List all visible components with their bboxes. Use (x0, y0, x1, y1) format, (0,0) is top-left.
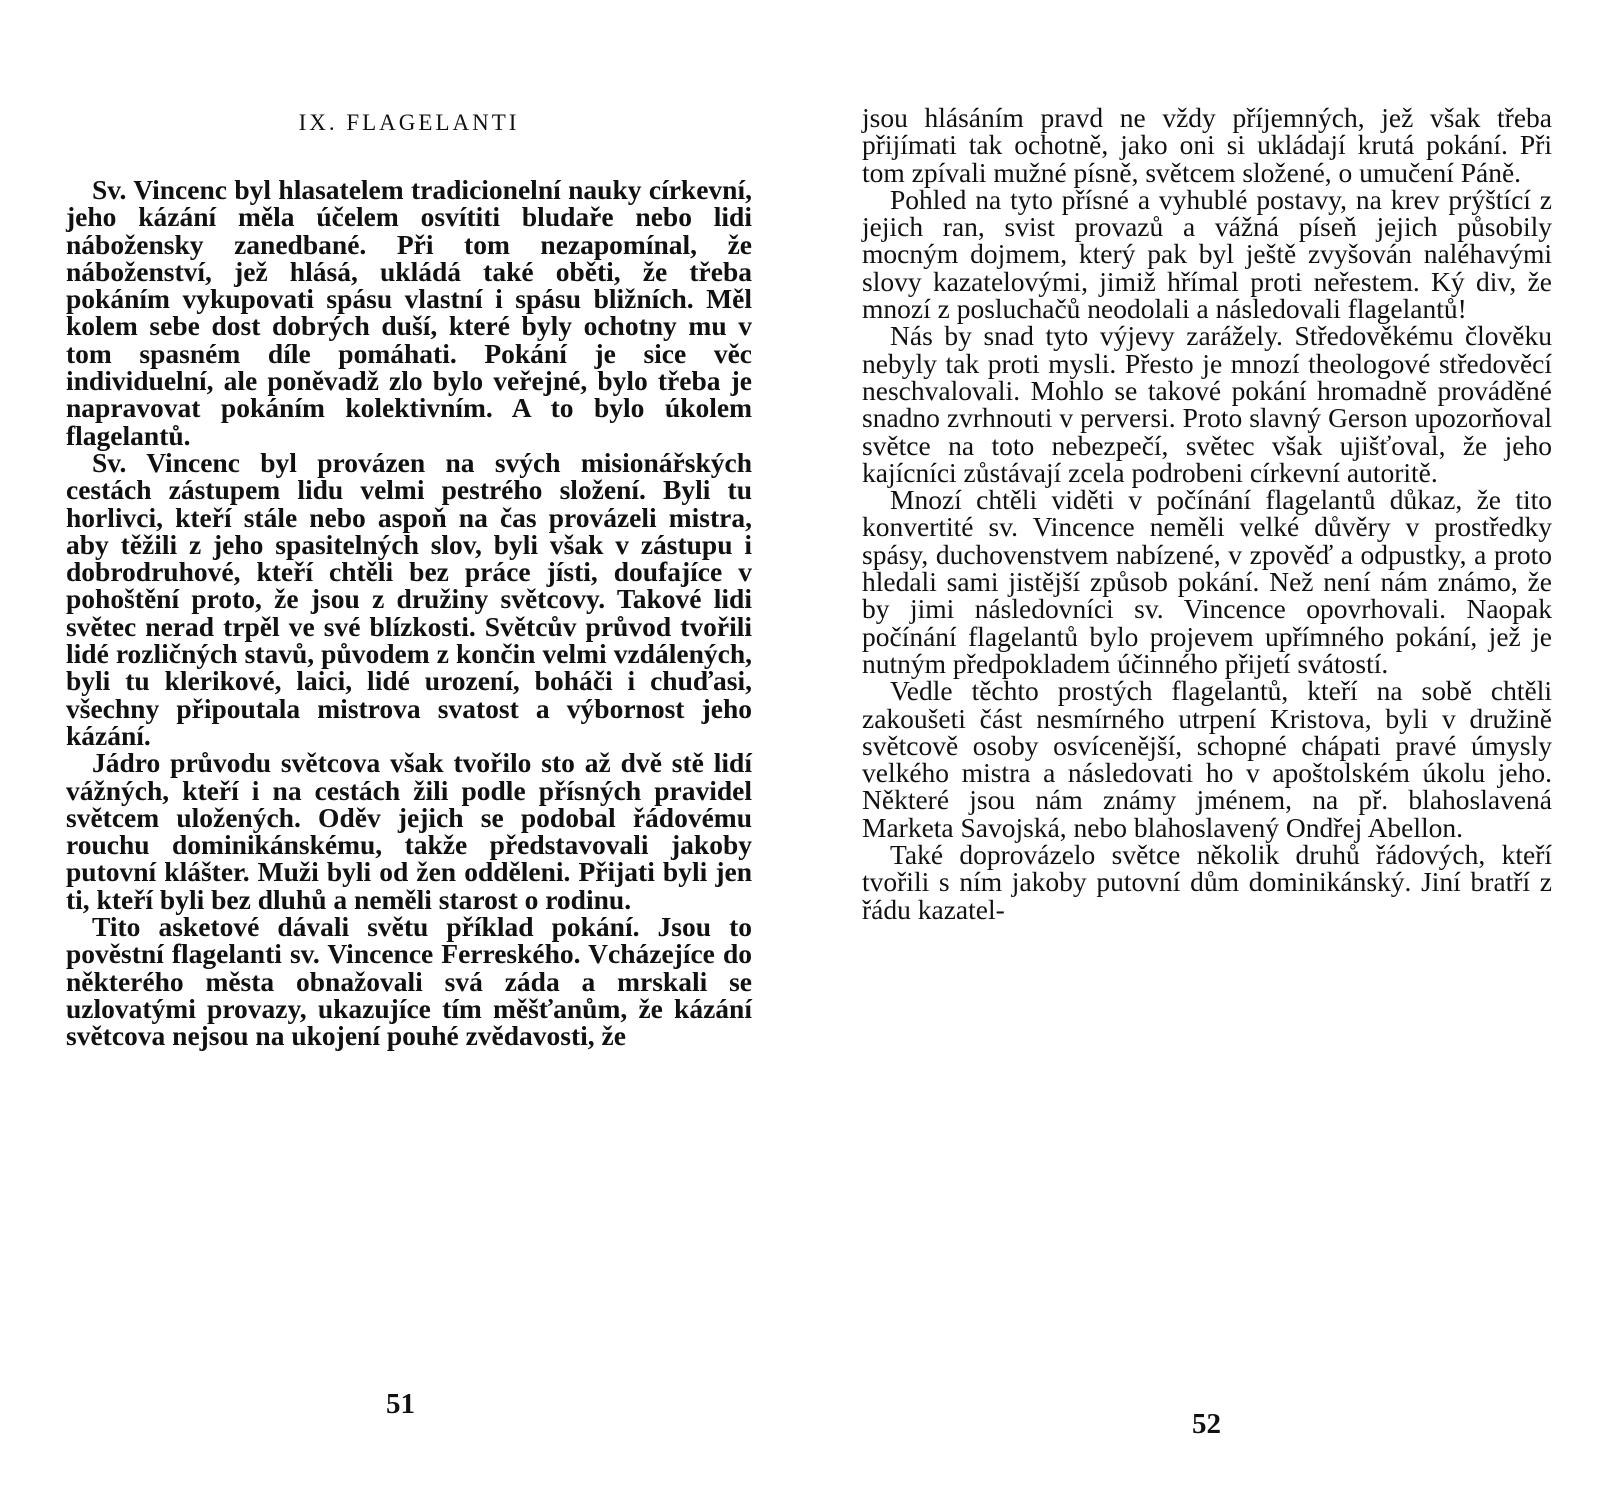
paragraph: Mnozí chtěli viděti v počínání flagelantů důkaz, že tito konvertité sv. Vincence neměli velké důvěry v prostředky spásy, duchovenstvem nabízené, v zpověď a odpustky, a proto hledali sami jistější způsob pokání. Než není nám známo, že by jimi následovníci sv. Vincence opovrhovali. Naopak počínání flagelantů bylo projevem upřímného pokání, jež je nutným předpokladem účinného přijetí svátostí. (862, 484, 1552, 679)
paragraph: Vedle těchto prostých flagelantů, kteří na sobě chtěli zakoušeti část nesmírného utrpení Kristova, byli v družině světcově osoby osvícenější, schopné chápati pravé úmysly velkého mistra a následovati ho v apoštolském úkolu jeho. Některé jsou nám známy jménem, na př. blahoslavená Marketa Savojská, nebo blahoslavený Ondřej Abellon. (862, 675, 1552, 843)
paragraph: Tito asketové dávali světu příklad pokání. Jsou to pověstní flagelanti sv. Vincence Ferreského. Vcházejíce do některého města obnažovali svá záda a mrskali se uzlovatými provazy, ukazujíce tím měšťanům, že kázání světcova nejsou na ukojení pouhé zvědavosti, že (66, 911, 752, 1052)
paragraph: Také doprovázelo světce několik druhů řádových, kteří tvořili s ním jakoby putovní dům dominikánský. Jiní bratří z řádu kazatel- (862, 839, 1552, 925)
right-page-text (862, 104, 1552, 923)
left-page-text (66, 176, 752, 1050)
paragraph: Jádro průvodu světcova však tvořilo sto až dvě stě lidí vážných, kteří i na cestách žili podle přísných pravidel světcem uložených. Oděv jejich se podobal řádovému rouchu dominikánskému, takže představovali jakoby putovní klášter. Muži byli od žen odděleni. Přijati byli jen ti, kteří byli bez dluhů a neměli starost o rodinu. (66, 747, 752, 915)
chapter-title: IX. FLAGELANTI (298, 110, 520, 135)
page-number: 51 (386, 1388, 415, 1420)
paragraph: jsou hlásáním pravd ne vždy příjemných, jež však třeba přijímati tak ochotně, jako oni si ukládají krutá pokání. Při tom zpívali mužné písně, světcem složené, o umučení Páně. (862, 102, 1552, 188)
paragraph: Pohled na tyto přísné a vyhublé postavy, na krev prýštící z jejich ran, svist provazů a vážná píseň jejich působily mocným dojmem, který pak byl ještě zvyšován naléhavými slovy kazatelovými, jimiž hřímal proti neřestem. Ký div, že mnozí z posluchačů neodolali a následovali flagelantů! (862, 183, 1552, 325)
paragraph: Sv. Vincenc byl provázen na svých misionářských cestách zástupem lidu velmi pestrého složení. Byli tu horlivci, kteří stále nebo aspoň na čas provázeli mistra, aby těžili z jeho spasitelných slov, byli však v zástupu i dobrodruhové, kteří chtěli bez práce jísti, doufajíce v pohoštění proto, že jsou z družiny světcovy. Takové lidi světec nerad trpěl ve své blízkosti. Světcův průvod tvořili lidé rozličných stavů, původem z končin velmi vzdálených, byli tu klerikové, laici, lidé urození, boháči i chuďasi, všechny připoutala mistrova svatost a výbornost jeho kázání. (66, 446, 752, 751)
page-number: 52 (1192, 1408, 1221, 1440)
paragraph: Nás by snad tyto výjevy zarážely. Středověkému člověku nebyly tak proti mysli. Přesto je mnozí theologové středověcí neschvalovali. Mohlo se takové pokání hromadně prováděné snadno zvrhnouti v perversi. Proto slavný Gerson upozorňoval světce na toto nebezpečí, světec však ujišťoval, že jeho kajícníci zůstávají zcela podrobeni církevní autoritě. (862, 320, 1552, 488)
paragraph: Sv. Vincenc byl hlasatelem tradicionelní nauky církevní, jeho kázání měla účelem osvítiti bludaře nebo lidi nábožensky zanedbané. Při tom nezapomínal, že náboženství, jež hlásá, ukládá také oběti, že třeba pokáním vykupovati spásu vlastní i spásu bližních. Měl kolem sebe dost dobrých duší, které byly ochotny mu v tom spasném díle pomáhati. Pokání je sice věc individuelní, ale poněvadž zlo bylo veřejné, bylo třeba je napravovat pokáním kolektivním. A to bylo úkolem flagelantů. (66, 174, 752, 451)
